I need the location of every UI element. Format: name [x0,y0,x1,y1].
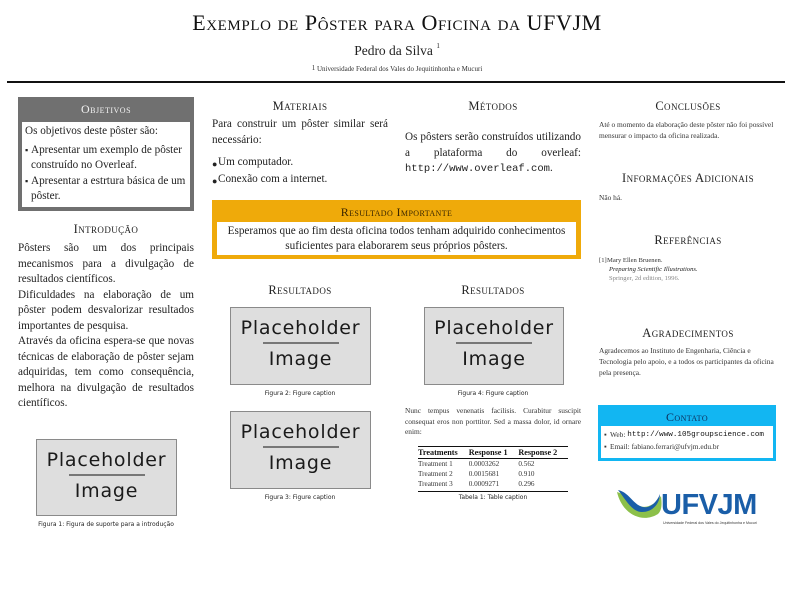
table-header-cell: Response 1 [469,447,519,459]
reference-publisher: Springer, 2d edition, 1996. [609,275,680,282]
objetivos-item [25,174,187,204]
reference-number: [1] [599,257,607,264]
materiais-item-text: Conexão com a internet. [218,172,328,185]
metodos-text: Os pôsters serão construídos utilizando a plataforma do overleaf: [405,131,581,159]
placeholder-label: Placeholder [434,317,554,339]
referencias-title: Referências [654,233,722,247]
figure-3-caption: Figura 3: Figure caption [264,494,336,501]
introducao-title: Introdução [73,222,139,236]
placeholder-label: Image [462,348,526,370]
conclusoes-text: Até o momento da elaboração deste pôster não foi possível mensurar o impacto da oficina realizada. [599,120,774,140]
bullet-icon: ▪ [25,145,29,156]
affiliation-line [0,65,794,73]
contato-box [598,405,776,461]
table-header-cell: Response 2 [518,447,568,459]
contato-body [601,426,773,458]
bullet-icon: ▪ [25,175,29,186]
materiais-list [212,154,388,187]
figure-4-placeholder-image [424,307,564,385]
poster-title: Exemplo de Pôster para Oficina da UFVJM [192,10,602,35]
figure-4-caption: Figura 4: Figure caption [457,390,529,397]
figure-3-placeholder-image [230,411,371,489]
table-cell: 0.0009271 [469,479,519,492]
affiliation-name: Universidade Federal dos Vales do Jequitinhonha e Mucuri [316,65,483,73]
contato-web-row [604,429,770,441]
table-cell: 0.0015681 [468,470,500,478]
author-name: Pedro da Silva [354,43,433,58]
table-row [418,459,568,470]
placeholder-divider [69,474,145,476]
objetivos-box [18,97,194,211]
placeholder-label: Placeholder [240,421,361,443]
table-header-row [418,447,568,459]
objetivos-item-text: Apresentar um exemplo de pôster construído no Overleaf. [31,144,182,172]
reference-author: Mary Ellen Bruenen. [607,257,663,264]
contato-email-row [604,441,770,453]
resultados-right-title: Resultados [461,283,525,297]
agradecimentos-title: Agradecimentos [642,326,734,340]
informacoes-title: Informações Adicionais [622,171,754,185]
materiais-intro: Para construir um pôster similar será necessário: [212,118,388,146]
ufvjm-wave-icon [614,484,764,528]
introducao-text [18,241,194,412]
bullet-icon: ● [212,175,218,186]
table-cell: 0.562 [518,460,535,468]
materiais-item-text: Um computador. [218,156,294,168]
metodos-suffix: . [549,162,553,174]
placeholder-divider [263,446,339,448]
conclusoes-title: Conclusões [655,99,721,113]
table-cell: 0.296 [518,479,568,492]
overleaf-link[interactable]: http://www.overleaf.com [405,163,550,175]
contato-title: Contato [665,410,708,424]
figure-1-placeholder-image [36,439,177,516]
author-superscript: 1 [436,42,440,50]
contato-web-link[interactable]: http://www.105groupscience.com [627,431,764,439]
introducao-paragraph: Pôsters são um dos principais mecanismos para a divulgação de resultados científicos. [18,242,194,285]
table-caption: Tabela 1: Table caption [458,494,528,501]
affiliation-superscript: 1 [311,64,316,72]
table-cell: Treatment 1 [418,460,453,468]
resultados-left-title: Resultados [268,283,332,297]
resultado-importante-box [212,200,581,259]
contato-email-link[interactable]: fabiano.ferrari@ufvjm.edu.br [631,442,720,451]
placeholder-label: Image [74,480,139,502]
metodos-title: Métodos [468,99,518,113]
contato-email-label: Email: [610,442,630,451]
resultado-importante-title: Resultado Importante [340,205,453,219]
placeholder-divider [263,342,339,344]
table-cell: Treatment 2 [418,470,453,478]
objetivos-intro: Os objetivos deste pôster são: [25,125,158,137]
placeholder-label: Image [268,348,333,370]
materiais-title: Materiais [272,99,328,113]
table-cell: 0.910 [518,470,535,478]
svg-text:UFVJM: UFVJM [661,489,757,521]
table-row [418,479,568,492]
materiais-body [212,117,388,187]
figure-1-caption: Figura 1: Figura de suporte para a introdução [38,521,174,528]
table-cell: 0.0003262 [468,460,500,468]
agradecimentos-text: Agradecemos ao Instituto de Engenharia, Ciência e Tecnologia pelo apoio, e a todos os participantes da oficina pela presença. [599,346,774,377]
table-row [418,469,568,479]
poster-header [0,0,794,82]
placeholder-label: Image [268,452,333,474]
header-divider [7,81,785,83]
bullet-icon: ● [212,159,218,169]
reference-book: Preparing Scientific Illustrations. [609,266,698,273]
materiais-item [212,171,388,188]
objetivos-title: Objetivos [80,102,132,116]
placeholder-divider [456,342,532,344]
introducao-paragraph: Através da oficina espera-se que novas técnicas de elaboração de pôster sejam adquiridas, tem como consequência, melhora na divulgação de resultados científicos. [18,335,194,409]
objetivos-item [25,143,187,173]
bullet-icon: ▪ [604,430,607,439]
placeholder-label: Placeholder [240,317,361,339]
results-table [418,446,568,492]
resultado-importante-text: Esperamos que ao fim desta oficina todos tenham adquirido conhecimentos suficientes para elaborarem seus próprios pôsters. [217,222,576,255]
ufvjm-logo [614,484,764,528]
bullet-icon: ▪ [604,442,607,451]
placeholder-label: Placeholder [46,449,167,471]
table-header-cell: Treatments [418,447,469,459]
informacoes-text: Não há. [599,193,622,202]
referencias-list [599,256,777,283]
table-cell: Treatment 3 [418,479,469,492]
reference-item [599,256,777,283]
objetivos-body [22,122,190,207]
svg-text:Universidade Federal dos Vales: Universidade Federal dos Vales do Jequitinhonha e Mucuri [663,521,757,525]
introducao-paragraph: Dificuldades na elaboração de um pôster podem desvalorizar resultados importantes de pesquisa. [18,288,194,332]
materiais-item [212,154,388,171]
objetivos-item-text: Apresentar a estrtura básica de um pôster. [31,174,186,202]
figure-2-placeholder-image [230,307,371,385]
author-line [0,43,794,59]
figure-2-caption: Figura 2: Figure caption [264,390,336,397]
nunc-paragraph: Nunc tempus venenatis facilisis. Curabitur suscipit consequat eros non porttitor. Sed a massa dolor, id ornare enim: [405,406,581,436]
metodos-body [405,130,581,178]
contato-web-label: Web: [610,430,626,439]
